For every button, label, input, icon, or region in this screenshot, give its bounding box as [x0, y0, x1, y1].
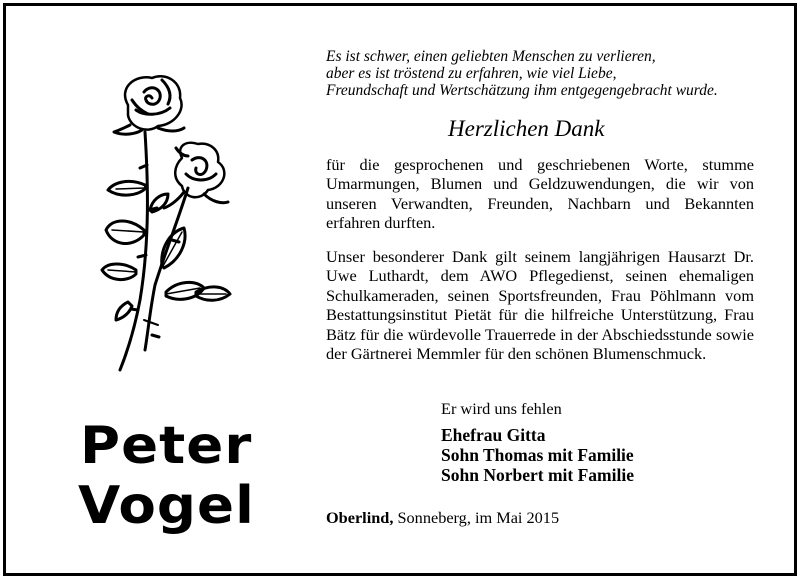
signers-list — [441, 425, 634, 485]
special-thanks-paragraph: Unser besonderer Dank gilt seinem langjährigen Hausarzt Dr. Uwe Luthardt, dem AWO Pflegedienst, seinen ehemaligen Schulkameraden, seinen Sportsfreunden, Frau Pöhlmann vom Bestattungsinstitut Pietät für die hilfreiche Unterstützung, Frau Bätz für die würdevolle Trauerrede in der Abschiedsstunde sowie der Gärtnerei Memmler für den schönen Blumenschmuck. — [326, 247, 754, 364]
quote-line: Freundschaft und Wertschätzung ihm entgegengebracht wurde. — [326, 82, 718, 99]
quote-line: aber es ist tröstend zu erfahren, wie viel Liebe, — [326, 65, 617, 82]
place-date-line — [326, 508, 559, 528]
thanks-paragraph: für die gesprochenen und geschriebenen Worte, stumme Umarmungen, Blumen und Geldzuwendungen, die wir von unseren Verwandten, Freunden, Nachbarn und Bekannten erfahren durften. — [326, 155, 754, 233]
signer: Sohn Thomas mit Familie — [441, 445, 634, 465]
missed-line: Er wird uns fehlen — [441, 399, 562, 418]
place-town: Oberlind, — [326, 508, 394, 527]
opening-quote — [326, 48, 718, 99]
signer: Sohn Norbert mit Familie — [441, 465, 634, 485]
quote-line: Es ist schwer, einen geliebten Menschen zu verlieren, — [326, 48, 656, 65]
thanks-heading: Herzlichen Dank — [448, 116, 605, 141]
deceased-first-name: Peter — [80, 416, 253, 476]
deceased-last-name: Vogel — [78, 476, 255, 536]
signer: Ehefrau Gitta — [441, 425, 546, 445]
place-date: Sonneberg, im Mai 2015 — [397, 508, 560, 527]
rose-icon — [100, 70, 235, 380]
